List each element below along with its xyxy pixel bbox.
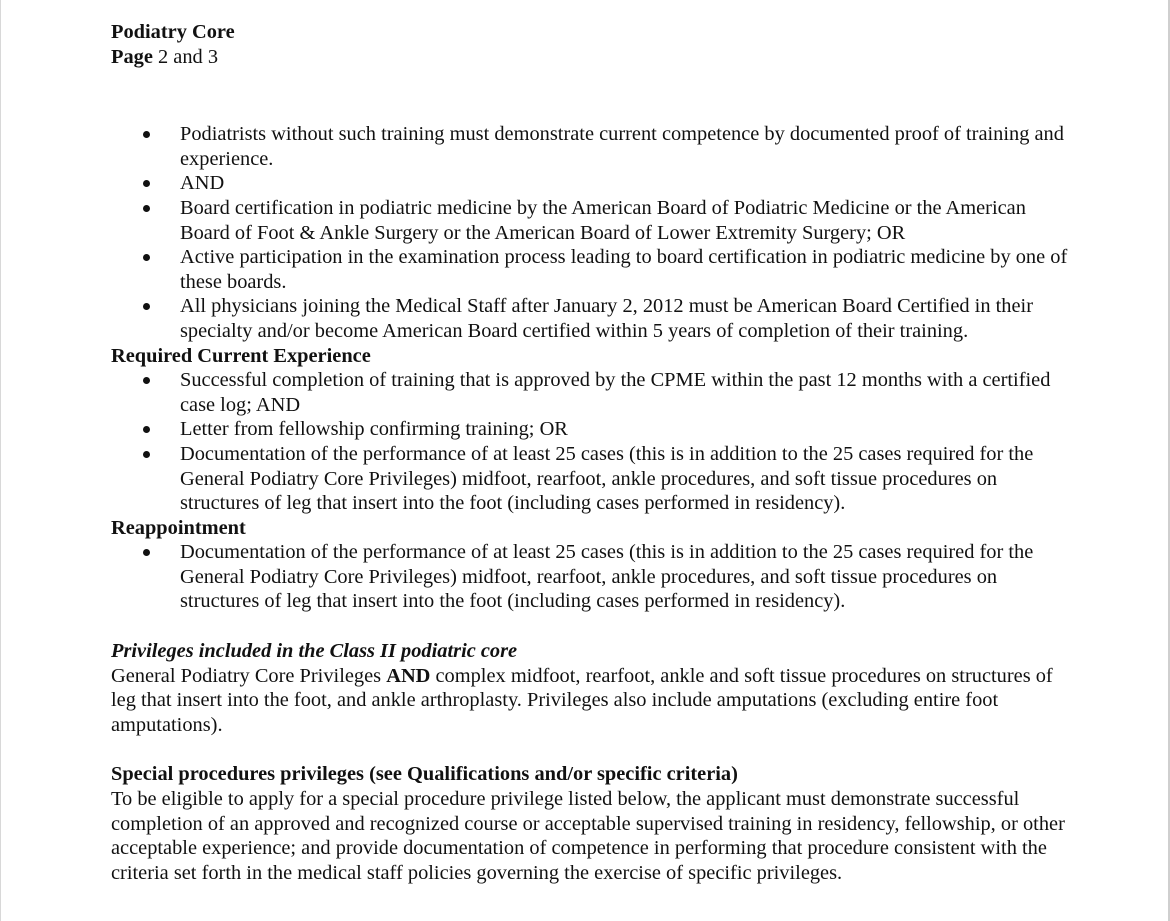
list-item <box>111 442 1071 516</box>
list-item <box>111 540 1071 614</box>
privileges-text-and: AND <box>386 664 431 687</box>
list-item-text: Documentation of the performance of at least 25 cases (this is in addition to the 25 cases required for the General Podiatry Core Privileges) midfoot, rearfoot, ankle procedures, and soft tissue procedures on structures of leg that insert into the foot (including cases performed in residency). <box>180 442 1034 515</box>
list-item <box>111 196 1071 245</box>
experience-heading: Required Current Experience <box>111 344 371 367</box>
spacer <box>111 737 1071 762</box>
bullet-icon <box>143 254 150 261</box>
experience-list <box>111 368 1071 516</box>
list-item <box>111 417 1071 442</box>
page-edge-left <box>0 0 1 921</box>
list-item-text: Board certification in podiatric medicine by the American Board of Podiatric Medicine or the American Board of Foot & Ankle Surgery or the American Board of Lower Extremity Surgery; OR <box>180 196 1026 244</box>
list-item-text: Active participation in the examination process leading to board certification in podiatric medicine by one of these boards. <box>180 246 1068 293</box>
list-item-text: Podiatrists without such training must demonstrate current competence by documented proof of training and experience. <box>180 123 1064 170</box>
bullet-icon <box>143 303 150 310</box>
privileges-text-start: General Podiatry Core Privileges <box>111 664 387 687</box>
list-item-text: Successful completion of training that is approved by the CPME within the past 12 months with a certified case log; AND <box>180 369 1051 416</box>
list-item <box>111 368 1071 417</box>
reappointment-list <box>111 540 1071 614</box>
qualifications-list <box>111 122 1071 343</box>
list-item <box>111 122 1071 171</box>
privileges-text-end: complex midfoot, rearfoot, ankle and soft tissue procedures on structures of leg that insert into the foot, and ankle arthroplasty. Privileges also include amputations (excluding entire foot amputations). <box>111 664 1053 736</box>
bullet-icon <box>143 426 150 433</box>
page-reference-label: Page <box>111 45 153 68</box>
privileges-paragraph <box>111 664 1071 738</box>
bullet-icon <box>143 131 150 138</box>
spacer <box>111 614 1071 639</box>
spacer <box>111 69 1071 122</box>
privileges-heading: Privileges included in the Class II podiatric core <box>111 640 518 663</box>
list-item-text: All physicians joining the Medical Staff after January 2, 2012 must be American Board Certified in their specialty and/or become American Board certified within 5 years of completion of their training. <box>180 295 1033 342</box>
page-reference <box>111 45 1071 70</box>
document-page <box>111 20 1071 885</box>
bullet-icon <box>143 549 150 556</box>
list-item <box>111 171 1071 196</box>
list-item-text: Documentation of the performance of at least 25 cases (this is in addition to the 25 cases required for the General Podiatry Core Privileges) midfoot, rearfoot, ankle procedures, and soft tissue procedures on structures of leg that insert into the foot (including cases performed in residency). <box>180 541 1034 613</box>
document-title: Podiatry Core <box>111 21 235 43</box>
bullet-icon <box>143 451 150 458</box>
bullet-icon <box>143 180 150 187</box>
list-item <box>111 245 1071 294</box>
reappointment-heading: Reappointment <box>111 516 246 539</box>
page-reference-value: 2 and 3 <box>158 45 219 68</box>
list-item <box>111 294 1071 343</box>
list-item-text: AND <box>180 172 225 195</box>
bullet-icon <box>143 205 150 212</box>
list-item-text: Letter from fellowship confirming training; OR <box>180 418 568 441</box>
special-procedures-heading: Special procedures privileges (see Qualifications and/or specific criteria) <box>111 763 738 786</box>
bullet-icon <box>143 377 150 384</box>
special-procedures-paragraph: To be eligible to apply for a special procedure privilege listed below, the applicant must demonstrate successful completion of an approved and recognized course or acceptable supervised training in residency, fellowship, or other acceptable experience; and provide documentation of competence in performing that procedure consistent with the criteria set forth in the medical staff policies governing the exercise of specific privileges. <box>111 788 1065 884</box>
